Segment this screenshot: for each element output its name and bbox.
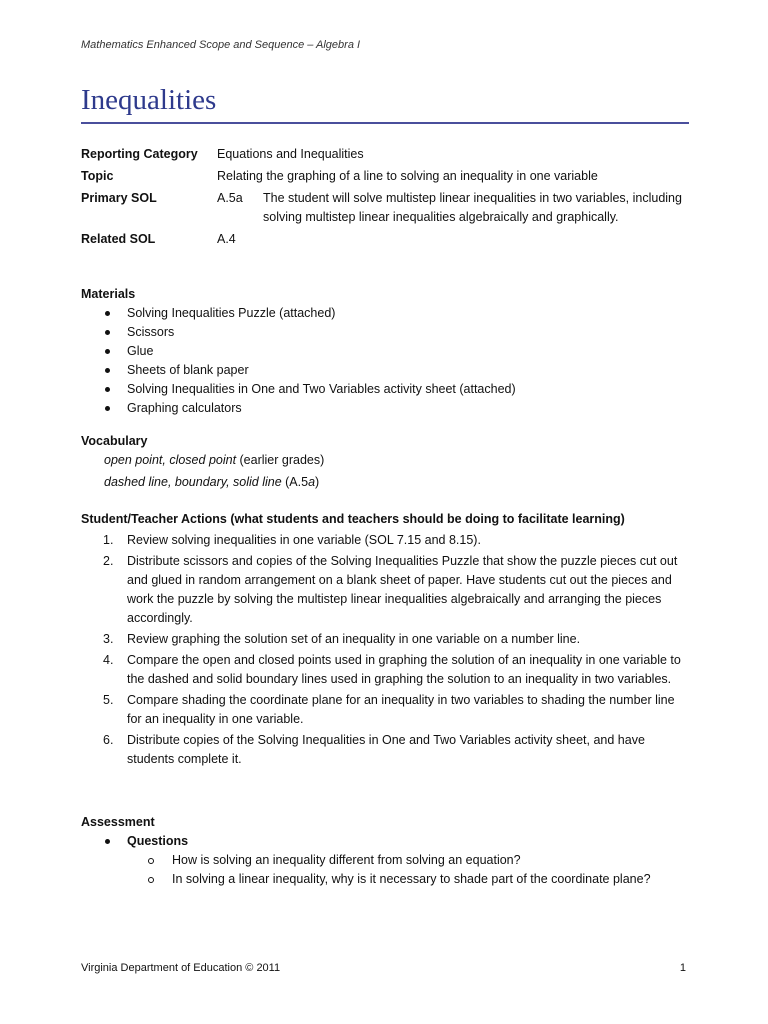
vocab-note: (A.5 [281,475,309,489]
meta-row-topic [81,167,689,186]
title-divider [81,122,689,124]
list-item: Solving Inequalities in One and Two Variables activity sheet (attached) [81,380,689,399]
list-item [81,630,689,649]
running-header: Mathematics Enhanced Scope and Sequence – Algebra I [81,39,361,51]
actions-section [81,510,689,769]
section-title: Vocabulary [81,434,148,448]
actions-list [81,531,689,769]
list-item: Graphing calculators [81,399,689,418]
item-number: 1. [103,533,114,547]
meta-label: Reporting Category [81,147,198,161]
vocab-note-letter: a [308,475,316,489]
page-number: 1 [679,962,686,974]
lesson-meta [81,145,689,252]
item-number: 2. [103,554,114,568]
meta-row-related-sol [81,230,689,249]
vocabulary-section [81,432,689,495]
materials-list [81,304,689,418]
questions-list [81,851,689,889]
assessment-section [81,813,689,889]
item-number: 3. [103,632,114,646]
item-number: 4. [103,653,114,667]
meta-label: Topic [81,169,114,183]
meta-value: Equations and Inequalities [217,147,364,161]
footer-copyright: Virginia Department of Education © 2011 [81,962,281,974]
primary-sol-content [217,189,689,227]
list-item: Glue [81,342,689,361]
vocab-note: (earlier grades) [236,453,325,467]
item-text: Compare shading the coordinate plane for an inequality in two variables to shading the number line for an inequality in one variable. [127,693,675,726]
list-item: Solving Inequalities Puzzle (attached) [81,304,689,323]
item-text: Compare the open and closed points used in graphing the solution of an inequality in one variable to the dashed and solid boundary lines used in graphing the solution to an inequality in two variables. [127,653,681,686]
vocab-terms: dashed line, boundary, solid line [104,475,282,489]
sol-code: A.5a [217,191,243,205]
meta-row-primary-sol [81,189,689,227]
sol-text: The student will solve multistep linear inequalities in two variables, including solving multistep linear inequalities algebraically and graphically. [263,191,682,224]
vocab-line [81,473,689,492]
page-title: Inequalities [81,84,217,116]
meta-value: Relating the graphing of a line to solving an inequality in one variable [217,169,598,183]
item-text: Review graphing the solution set of an inequality in one variable on a number line. [127,632,581,646]
meta-row-reporting-category [81,145,689,164]
list-item [81,651,689,689]
vocab-terms: open point, closed point [104,453,237,467]
item-text: Distribute scissors and copies of the Solving Inequalities Puzzle that show the puzzle pieces cut out and glued in random arrangement on a blank sheet of paper. Have students cut out the pieces and work the puzzle by solving the multistep linear inequalities algebraically and arranging the pieces accordingly. [127,554,678,625]
meta-label: Primary SOL [81,191,157,205]
list-item [81,691,689,729]
list-item: In solving a linear inequality, why is it necessary to shade part of the coordinate plane? [81,870,689,889]
item-text: Review solving inequalities in one variable (SOL 7.15 and 8.15). [127,533,481,547]
item-number: 5. [103,693,114,707]
section-title: Assessment [81,815,155,829]
questions-label: Questions [81,832,689,851]
list-item [81,552,689,628]
list-item [81,731,689,769]
vocab-line [81,451,689,470]
vocab-note-close: ) [315,475,320,489]
section-title: Materials [81,287,136,301]
item-number: 6. [103,733,114,747]
meta-label: Related SOL [81,232,156,246]
list-item: How is solving an inequality different from solving an equation? [81,851,689,870]
list-item: Sheets of blank paper [81,361,689,380]
meta-value: A.4 [217,232,236,246]
list-item: Scissors [81,323,689,342]
list-item [81,531,689,550]
document-page [81,0,689,1024]
section-title: Student/Teacher Actions (what students and teachers should be doing to facilitate learning) [81,512,625,526]
materials-section [81,285,689,418]
item-text: Distribute copies of the Solving Inequalities in One and Two Variables activity sheet, and have students complete it. [127,733,645,766]
